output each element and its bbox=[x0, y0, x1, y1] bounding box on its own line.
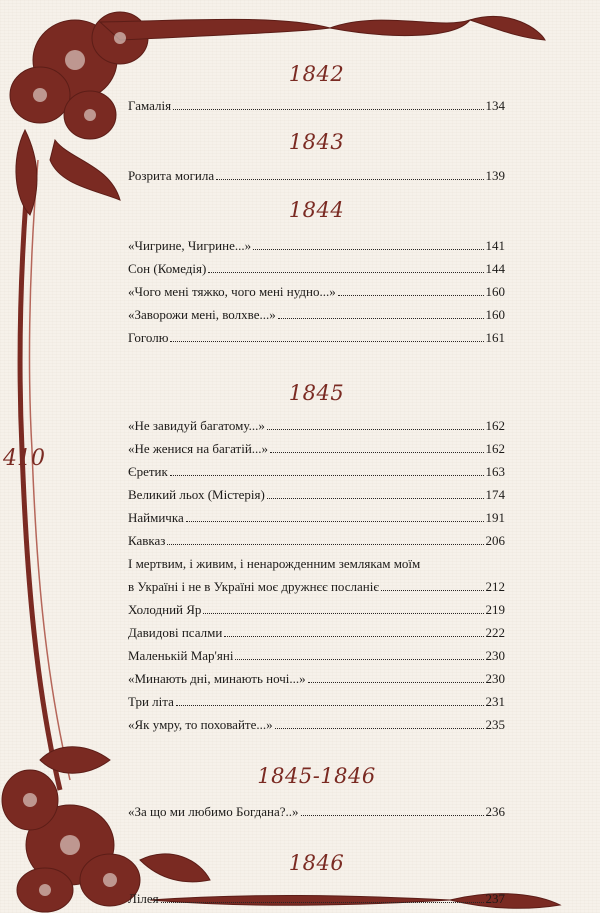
toc-entry: «Чигрине, Чигрине...» 141 bbox=[128, 238, 505, 253]
toc-entry: Маленькій Мар'яні 230 bbox=[128, 648, 505, 663]
page-number: 410 bbox=[3, 446, 45, 471]
toc-entry: Розрита могила 139 bbox=[128, 168, 505, 183]
toc-entry-line1: І мертвим, і живим, і ненарожденним землякам моїм bbox=[128, 556, 421, 571]
toc-entry: Єретик 163 bbox=[128, 464, 505, 479]
toc-entry: «Не женися на багатій...» 162 bbox=[128, 441, 505, 456]
year-heading: 1842 bbox=[288, 62, 345, 86]
toc-entry: Давидові псалми 222 bbox=[128, 625, 505, 640]
year-heading: 1846 bbox=[288, 851, 345, 875]
toc-entry: Гамалія 134 bbox=[128, 98, 505, 113]
toc-entry: Наймичка 191 bbox=[128, 510, 505, 525]
toc-entry: Великий льох (Містерія) 174 bbox=[128, 487, 505, 502]
toc-entry: Кавказ 206 bbox=[128, 533, 505, 548]
toc-entry: «Чого мені тяжко, чого мені нудно...» 160 bbox=[128, 284, 505, 299]
table-of-contents bbox=[128, 58, 505, 910]
year-heading: 1844 bbox=[288, 198, 345, 222]
toc-entry: Холодний Яр 219 bbox=[128, 602, 505, 617]
toc-entry: «Не завидуй багатому...» 162 bbox=[128, 418, 505, 433]
toc-entry: в Україні і не в Україні моє дружнєє посланіє 212 bbox=[128, 579, 505, 594]
year-heading: 1843 bbox=[288, 130, 345, 154]
toc-entry: Гоголю 161 bbox=[128, 330, 505, 345]
toc-entry: «Як умру, то поховайте...» 235 bbox=[128, 717, 505, 732]
toc-entry: «За що ми любимо Богдана?..» 236 bbox=[128, 804, 505, 819]
toc-entry: Три літа 231 bbox=[128, 694, 505, 709]
year-heading: 1845-1846 bbox=[257, 764, 376, 788]
year-heading: 1845 bbox=[288, 381, 345, 405]
toc-entry: Сон (Комедія) 144 bbox=[128, 261, 505, 276]
toc-entry: «Заворожи мені, волхве...» 160 bbox=[128, 307, 505, 322]
toc-entry: «Минають дні, минають ночі...» 230 bbox=[128, 671, 505, 686]
toc-entry: Лілея 237 bbox=[128, 891, 505, 906]
